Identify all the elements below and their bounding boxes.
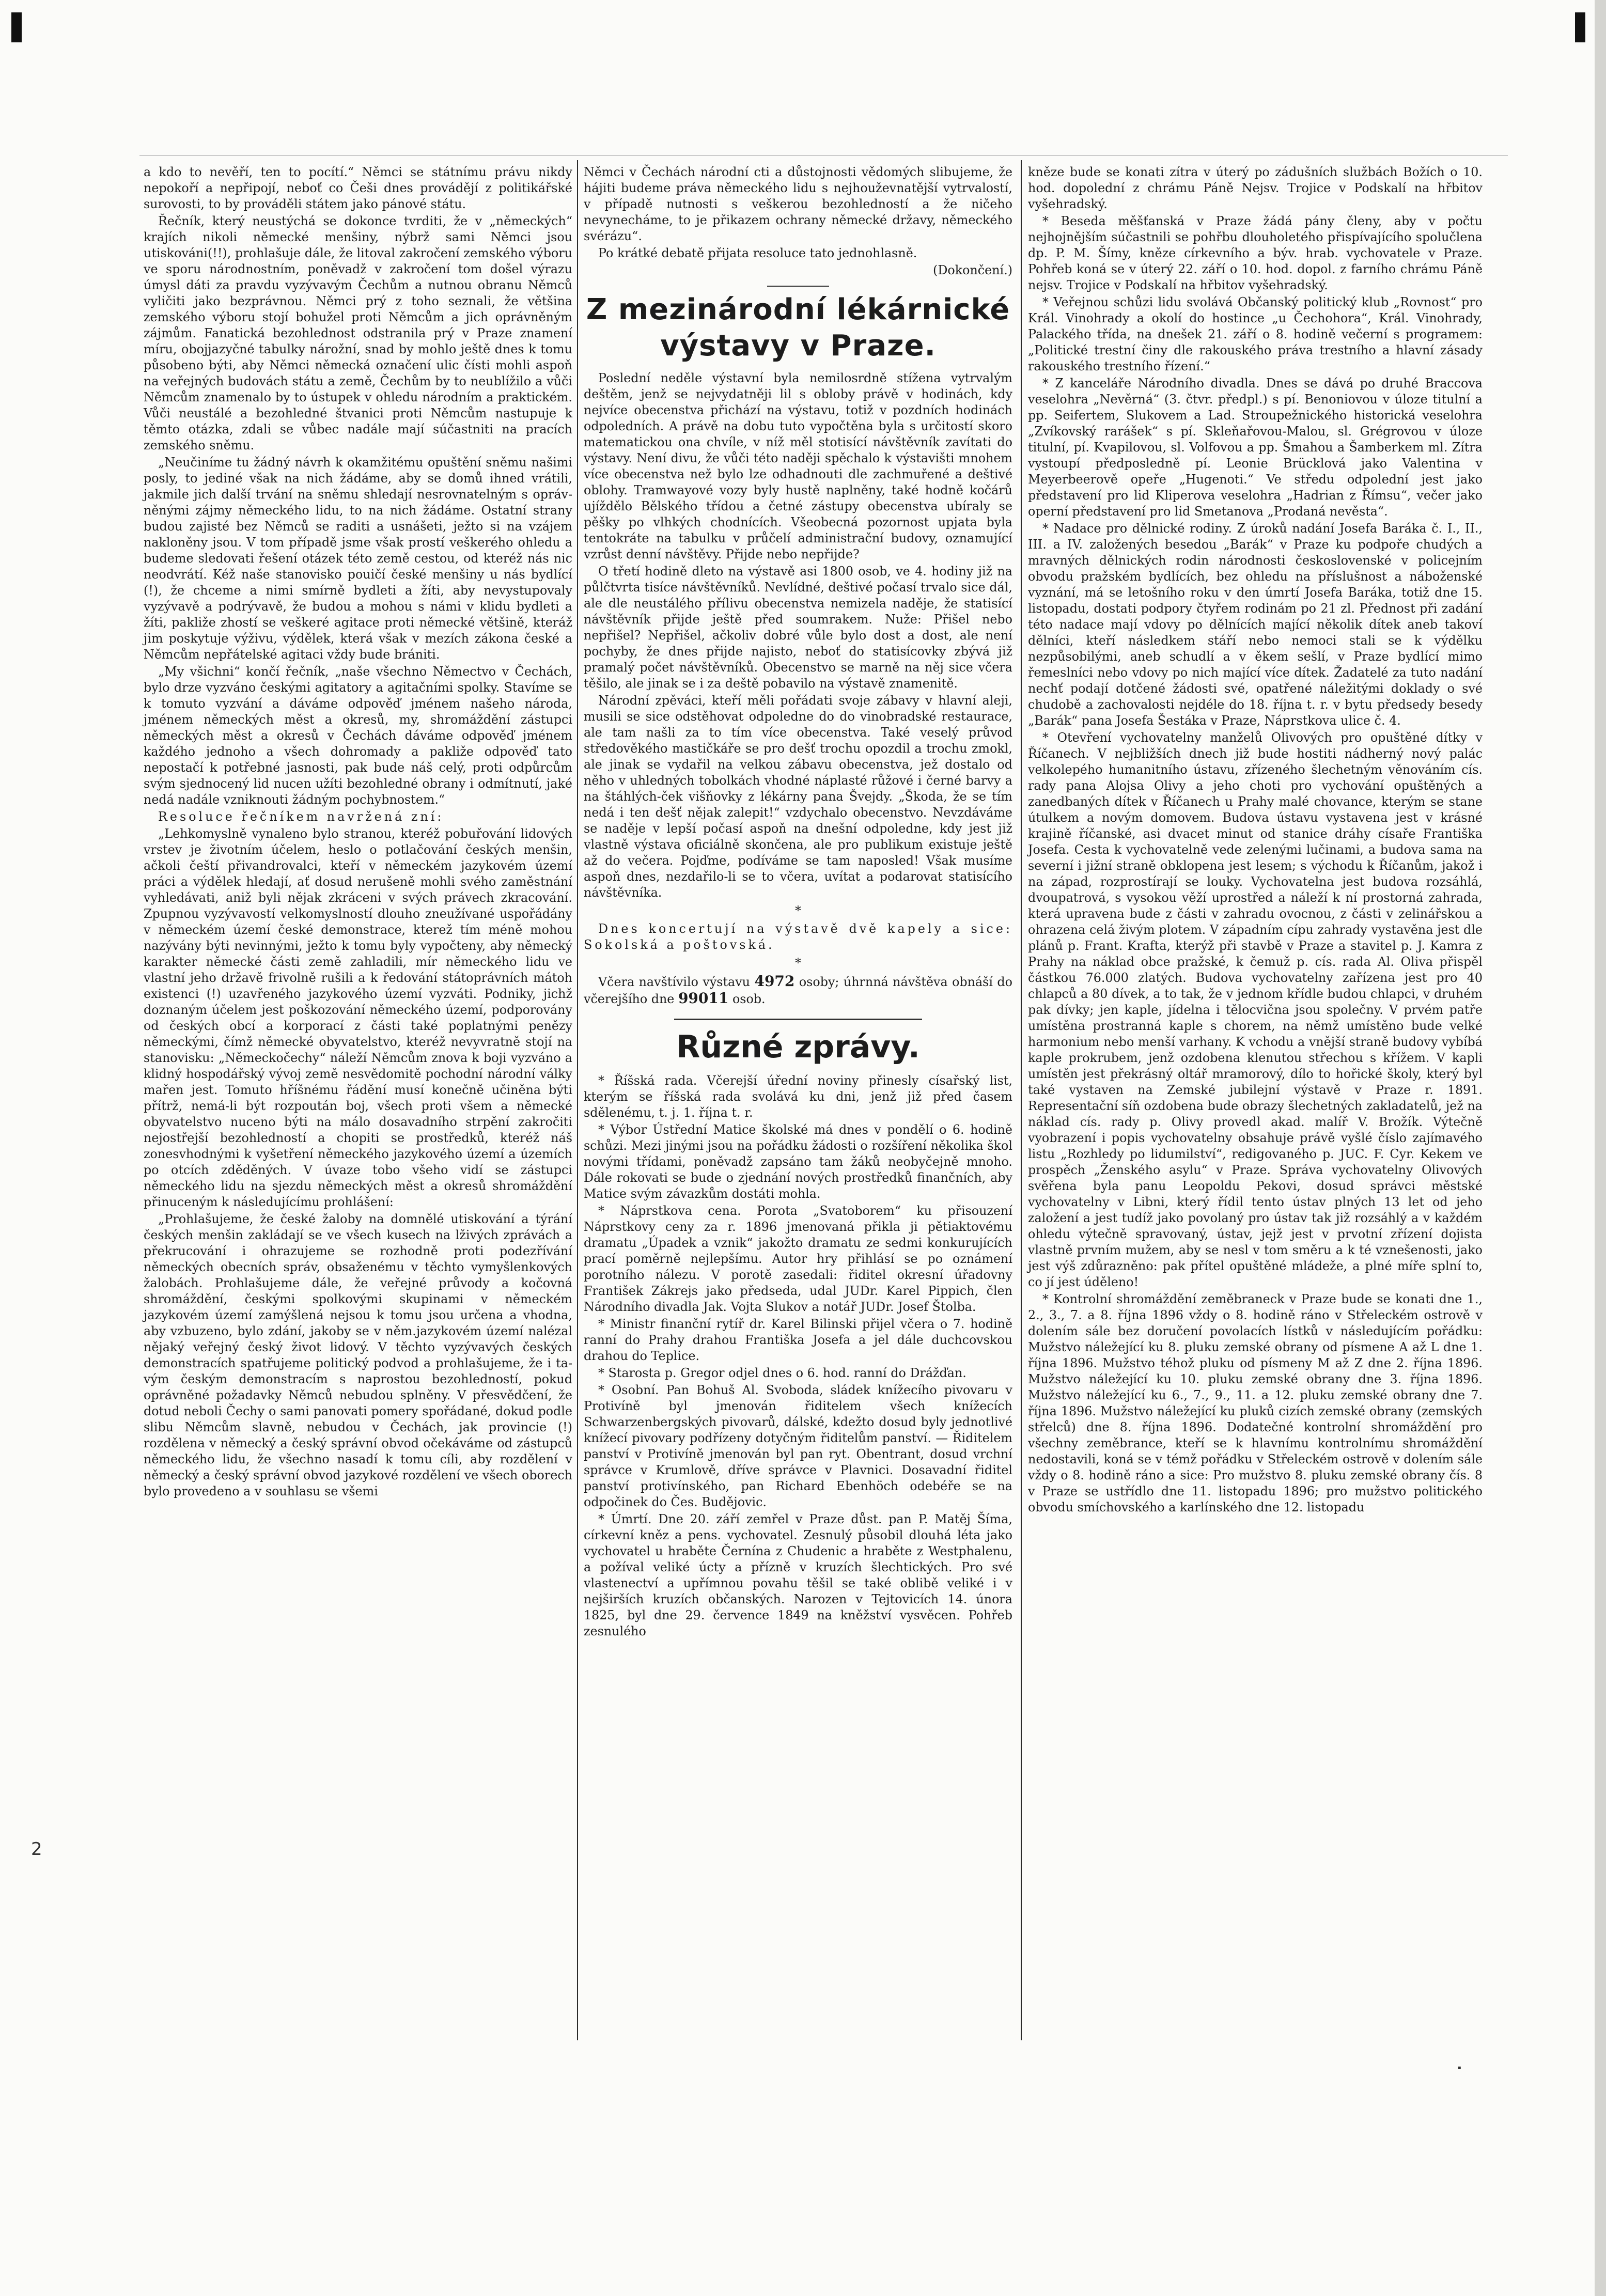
star-divider: * <box>795 903 801 918</box>
paragraph: O třetí hodině dleto na výstavě asi 1800 osob, ve 4. hodiny již na půlčtvrta tisíce návštěvníků. Nevlídné, deštivé počasí trvalo sice dál, ale dle neustálého přílivu obecenstva nemizela naděje, že statisící návštěvník přijde ještě před soumrakem. Nuže: Přišel nebo nepřišel? Nepřišel, ačkoliv dobré vůle bylo dost a dost, ale není pochyby, že dnes přijde najisto, neboť do statisícovky zbývá již pramalý počet návštěvníků. Obecenstvo se marně na něj sice včera těšilo, ale jinak se i za deště pobavilo na výstavě znamenitě. <box>584 564 1012 691</box>
news-item: * Beseda měšťanská v Praze žádá pány členy, aby v počtu nejhojnějším súčastnili se pohřbu dlouholetého přispívajícího spolučlena dp. P. M. Šímy, kněze církevního a býv. hrab. vychovatele v Praze. Pohřeb koná se v úterý 22. září o 10. hod. dopol. z farního chrámu Páně nejsv. Trojice v Podskalí na hřbitov vyšehradský. <box>1028 214 1483 292</box>
paragraph: Národní zpěváci, kteří měli pořádati svoje zábavy v hlavní aleji, musili se sice odstěhovat odpoledne do do vinobradské restaurace, ale tam našli za to tím více obecenstva. Také veselý průvod středověkého mastičkáře se pro dešť trochu opozdil a trochu zmokl, ale jinak se vydařil na velkou zábavu obecenstva, jež dostalo od něho v uhledných tobolkách vhodné náplasté růžové i černé barvy a na štáhlých-ček višňovky z lékárny pana Švejdy. „Škoda, že se tím nedá i ten dešť nějak zalepit!“ vzdychalo obecenstvo. Nevzdáváme se naděje v lepší počasí aspoň na dnešní odpoledne, kdy jest již vlastně výstava oficiálně skončena, ale pro publikum existuje ještě až do večera. Pojďme, podíváme se tam naposled! Však musíme aspoň dnes, nezdařilo-li se to včera, uvítat a podarovat statisícího návštěvníka. <box>584 693 1012 900</box>
paragraph: Němci v Čechách národní cti a důstojnosti vědomých slibujeme, že hájiti budeme práva německého lidu s nejhouževnatější vytrvalostí, v případě nutnosti s veškerou bezohledností a že ničeho nevynecháme, to je přikazem ochrany německé državy, německého svérázu“. <box>584 165 1012 243</box>
column-1 <box>144 164 572 1501</box>
visitor-count-paragraph <box>584 973 1012 1007</box>
text: osob. <box>732 992 766 1006</box>
paragraph: „Prohlašujeme, že české žaloby na domnělé utiskování a týrání českých menšin zakládají se ve všech kusech na lživých zprávách a překrucování i ohrazujeme se rozhodně proti podezřívání německých obecních správ, obsaženému v těchto vymyšlenkových žalobách. Prohlašujeme dále, že veřejné průvody a kočovná shromáždění, českými spolkovými skupinami v německém jazykovém území zamýšlená nejsou k tomu jsou určena a vhodna, aby vzbuzeno, bylo zdání, jakoby se v něm.jazykovém území nalézal nějaký veřejný český život lidový. V těchto vyzývavých českých demonstracích spatřujeme politický podvod a prohlašujeme, že i ta- vým českým demonstracím s naprostou bezohledností, pokud oprávněné požadavky Němců nebudou splněny. V přesvědčení, že dotud neboli Čechy o sami panovati pomery spořádané, dokud podle slibu Němcům slavně, nebudou v Čechách, jak provincie (!) rozdělena v německý a český správní obvod očekáváme od zástupců německého lidu, že všechno nasadí k tomu cíli, aby rozdělení v německý a český správní obvod jazykové rozdělení ve všech oborech bylo provedeno a v souhlasu se všemi <box>144 1212 572 1498</box>
corner-mark-left <box>11 12 22 42</box>
news-item: * Starosta p. Gregor odjel dnes o 6. hod. ranní do Drážďan. <box>598 1366 966 1380</box>
news-item: * Říšská rada. Včerejší úřední noviny přinesly císařský list, kterým se říšská rada svolává ku dni, jenž již před časem sdělenému, t. j. 1. října t. r. <box>584 1073 1012 1120</box>
paragraph: „Neučiníme tu žádný návrh k okamžitému opuštění sněmu našimi posly, to jediné však na nich žádáme, aby se domů ihned vrátili, jakmile jich další trvání na sněmu shledají nesrovnatelným s opráv-něnými zájmy německého lidu, to na nich žádáme. Ostatní strany budou zajisté bez Němců se raditi a usnášeti, ježto si na vzájem nakloněny jsou. V tom případě jsme však prostí veškerého ohledu a budeme sledovati řešení otázek této země cestou, od kteréž nás nic neodvrátí. Kéž naše stanovisko pouičí české menšiny u nás bydlící (!), že chceme a nimi smírně bydleti a žíti, aby nevystupovaly vyzývavě a podrývavě, že budou a mohou s námi v klidu bydleti a žíti, pakliže zhostí se veškeré agitace proti německé většině, kteráž jim poskytuje výživu, výdělek, která však v mezích zákona české a Němcům nepřátelské agitaci vždy bude brániti. <box>144 455 572 662</box>
paragraph: Řečník, který neustýchá se dokonce tvrditi, že v „německých“ krajích nikoli německé menšiny, nýbrž sami Němci jsou utiskováni(!!), prohlašuje dále, že litoval zakročení zemského výboru ve sporu národnostním, poněvadž v zakročení tom došel výrazu úmysl dáti za pravdu vyzývavým Čechům a nutnou obranu Němců vyličiti jako bezprávnou. Němci prý z toho seznali, že většina zemského výboru stojí bohužel proti Němcům a jich oprávněným zájmům. Fanatická bezohlednost odstranila prý v Praze znamení míru, obojjazyčné tabulky nárožní, snad by mohlo ještě dnes k tomu působeno býti, aby Němci německá označení ulic čísti mohli aspoň na veřejných budovách státu a země, Čechům by to neublížilo a vůči Němcům znamenalo by to ústupek v ohledu národním a praktickém. Vůči neustálé a bezohledné štvanici proti Němcům nastupuje k těmto otázka, zdali se vůbec nadále mají súčastniti na pracích zemského sněmu. <box>144 214 572 452</box>
visitor-count-yesterday: 4972 <box>754 973 795 990</box>
paragraph: Resoluce řečníkem navržená zní: <box>158 809 444 824</box>
paragraph: kněze bude se konati zítra v úterý po zádušních službách Božích o 10. hod. dopolední z chrámu Páně Nejsv. Trojice v Podskalí na hřbitov vyšehradský. <box>1028 165 1483 211</box>
paragraph: Po krátké debatě přijata resoluce tato jednohlasně. <box>598 246 917 260</box>
text: osoby; úhrnná návštěva obnáší do včerejšího dne <box>584 975 1012 1006</box>
article-heading: Z mezinárodní lékárnické výstavy v Praze. <box>586 293 1010 363</box>
news-item: * Úmrtí. Dne 20. září zemřel v Praze důst. pan P. Matěj Šíma, církevní kněz a pens. vychovatel. Zesnulý působil dlouhá léta jako vychovatel u hraběte Černína z Chudenic a hraběte z Westphalenu, a požíval veliké úcty a přízně v kruzích šlechtických. Pro své vlastenectví a upřímnou povahu těšil se také oblibě veliké i v nejširších kruzích občanských. Narozen v Tejtovicích 14. února 1825, byl dne 29. července 1849 na kněžství vysvěcen. Pohřeb zesnulého <box>584 1512 1012 1638</box>
news-item: * Otevření vychovatelny manželů Olivových pro opuštěné dítky v Říčanech. V nejbližších dnech již bude hostiti nádherný nový palác velkolepého humanitního ústavu, zřízeného šlechetným věnováním cís. rady pana Alojsa Olivy a jeho choti pro vychování opuštěných a zanedbaných dítek v Říčanech u Prahy malé chovance, kterým se stane útulkem a novým domovem. Budova ústavu vystavena jest v krásné krajině říčanské, asi dvacet minut od stanice dráhy císaře Františka Josefa. Cesta k vychovatelně vede zelenými lučinami, a budova sama na severní i jižní straně obklopena jest lesem; s východu k Říčanům, jakož i na západ, rozprostírají se louky. Vychovatelna jest budova rozsáhlá, dvoupatrová, s vysokou věží uprostřed a náleží k ní prostorná zahrada, která upravena bude z části v zahradu ovocnou, z části v zelinářskou a ohrazena celá živým plotem. V západním cípu zahrady vystavěna jest dle plánů p. Frant. Krafta, kterýž při stavbě v Praze a stavitel p. J. Kamra z Prahy na náklad obce pražské, k čemuž p. cís. rada Al. Oliva přispěl částkou 76.000 zlatých. Budova vychovatelny zařízena jest pro 40 chlapců a 80 dívek, a to tak, že v jednom křídle budou chlapci, v druhém pak dívky; jen kaple, jídelna i tělocvična jsou společny. V prvém patře umístěna prostranná kaple s chorem, na němž umístěno bude velké harmonium nebo menší varhany. K vchodu a vnější straně budovy vybíbá kaple prokrubem, jenž ozdobena klenutou střechou s křížem. V kapli umístěn jest překrásný oltář mramorový, dílo to hořické školy, který byl také vystaven na Zemské jubilejní výstavě v Praze r. 1891. Representační síň ozdobena bude obrazy šlechetných zakladatelů, jež na náklad cís. rady p. Olivy provedl akad. malíř V. Brožík. Výtečně vyobrazení i popis vychovatelny obsahuje právě vyšlé číslo zajímavého listu „Rozhledy po lidumilství“, redigovaného p. JUC. F. Cyr. Kekem ve prospěch „Ženského asylu“ v Praze. Správa vychovatelny Olivových svěřena byla panu Leopoldu Pekovi, dosud správci městské vychovatelny v Libni, který řídil tento ústav plných 13 let od jeho založení a jest tudíž jako povolaný pro ústav tak již rozsáhlý a v každém ohledu výtečně spravovaný, ústav, jejž jest v prvotní zřízení dojista vlastně prvním mužem, aby se nesl v tom směru a k té vznešenosti, jako jest výš zdůrazněno: pak přítel opuštěné mládeže, a plné míře splní to, co jí jest úděleno! <box>1028 730 1483 1289</box>
paragraph: „Lehkomyslně vynaleno bylo stranou, kteréž pobuřování lidových vrstev je životním účelem, heslo o potlačování českých menšin, ačkoli čeští přivandrovalci, kteří v německém jazykovém území práci a výdělek hledají, ať dosud nerušeně mohli svého zaměstnání vyhledávati, aniž byli nějak zkráceni v svých právech zkracování. Zpupnou vyzývavostí velkomyslností dlouho zneužívané uspořádány v německém území české demonstrace, kterež tím méně mohou nazývány býti nevinnými, ježto k tomu byly vypočteny, aby německý karakter německé části země zahladili, mír německého lidu ve vlastní jeho državě frivolně rušili a k ředování státoprávních mátoh existenci (!) uzavřeného jazykového území vyzváti. Podniky, jichž doznaným účelem jest poškozování německého území, podporovány od českých obcí a korporací z části také poplatnými penězy německými, čímž německé obyvatelstvo, kteréž nevyvratně stojí na stanovisku: „Německočechy“ náleží Němcům znova k boji vyzváno a klidný hospodářský vývoj země nesvědomitě pochodní národní války mařen jest. Tomuto hříšnému řádění musí konečně učiněna býti přítrž, nemá-li být rozpoután boj, všech proti všem a německé obyvatelstvo nuceno býti na málo dosavadního strpění zakročiti nejostřejší bezohledností a chopiti se prostředků, kteréž náš zonesvhodnými k vyšetření německého jazykového území a územích po otcích zděděných. V úvaze tobo všeho vidí se zástupci německého lidu na sjezdu německých měst a okresů shromáždění přinuceným k následujícímu prohlášení: <box>144 826 572 1209</box>
margin-mark-right: . <box>1457 2056 1462 2073</box>
news-item: * Z kanceláře Národního divadla. Dnes se dává po druhé Braccova veselohra „Nevěrná“ (3. čtvr. předpl.) s pí. Benoniovou v úloze titulní a pp. Seifertem, Slukovem a Lad. Stroupežnického historická veselohra „Zvíkovský rarášek“ s pí. Skleňařovou-Malou, sl. Grégrovou v úloze titulní, pí. Kvapilovou, sl. Volfovou a pp. Šmahou a Šamberkem ml. Zítra vystoupí předposledně pí. Leonie Brücklová jako Valentina v Meyerbeerově opeře „Hugenoti.“ Ve středu odpolední jest jako představení pro lid Kliperova veselohra „Hadrian z Římsu“, večer jako operní představení pro lid Smetanova „Prodaná nevěsta“. <box>1028 376 1483 519</box>
star-divider: * <box>795 956 801 970</box>
section-heading: Různé zprávy. <box>676 1029 920 1065</box>
divider <box>674 1019 922 1020</box>
news-item: * Výbor Ústřední Matice školské má dnes v pondělí o 6. hodině schůzi. Mezi jinými jsou na pořádku žádosti o rozšíření několika škol novými třídami, poněvadž zapsáno tam žáků neobyčejně mnoho. Dále rokovati se bude o zjednání nových prostředků finančních, aby Matice svým závazkům dostáti mohla. <box>584 1122 1012 1201</box>
news-item: * Osobní. Pan Bohuš Al. Svoboda, sládek knížecího pivovaru v Protivíně byl jmenován řiditelem všech knížecích Schwarzenbergských pivovarů, dálské, kdežto dosud byly jednotlivé knížecí pivovary podřízeny dotyčným řiditelům panství. — Řiditelem panství v Protivíně jmenován byl pan ryt. Obentrant, dosud vrchní správce v Krumlově, dříve správce v Plavnici. Dosavadní řiditel panství protivínského, pan Richard Ebenhöch odebéře se na odpočinek do Čes. Budějovic. <box>584 1383 1012 1509</box>
paragraph: Dnes koncertují na výstavě dvě kapely a sice: Sokolská a poštovská. <box>584 921 1012 952</box>
news-item: * Veřejnou schůzi lidu svolává Občanský politický klub „Rovnost“ pro Král. Vinohrady a okolí do hostince „u Čechohora“, Král. Vinohrady, Palackého třída, na dnešek 21. září o 8. hodině večerní s programem: „Politické trestní činy dle rakouského práva trestního a hlavní zásady rakouského trestního řízení.“ <box>1028 295 1483 373</box>
paragraph: Poslední neděle výstavní byla nemilosrdně stížena vytrvalým deštěm, jenž se nejvydatněji lil s obloby právě v hodinách, kdy nejvíce obecenstva přichází na výstavu, totiž v pozdních hodinách odpoledních. A právě na dobu tuto vypočtěna byla s určitostí skoro matematickou ona chvíle, v níž měl stotisící návštěvník zavítati do výstavy. Není divu, že vůči této naději spěchalo k výstavišti mnohem více obecenstva než bylo lze odhadnouti dle zachmuřené a deštivé oblohy. Tramwayové vozy byly hustě naplněny, také hodně kočárů ujíždělo Bělského třídou a četné zástupy obecenstva ubíraly se pěšky po vlhkých chodnících. Všeobecná pozornost upjata byla tentokráte na tabulku v průčelí administrační budovy, oznamující vzrůst denní návštěvy. Přijde nebo nepřijde? <box>584 371 1012 561</box>
corner-mark-right <box>1575 12 1585 42</box>
text: Včera navštívilo výstavu <box>598 975 751 989</box>
paragraph: „My všichni“ končí řečník, „naše všechno Němectvo v Čechách, bylo drze vyzváno českými agitatory a agitačními spolky. Stavíme se k tomuto vyzvání a dáváme odpověď jménem našeho národa, jménem německých měst a okresů, my, shromáždění zástupci německých měst a okresů v Čechách dáváme odpověď jménem každého jednoho a všech dohromady a pakliže odpověď tato nepostačí k potřebné jasnosti, pak bude náš celý, proti odpůrcům svým sjednocený lid nucen užíti bezohledné obrany i odmítnutí, jaké nedá nadále vzniknouti žádným pochybnostem.“ <box>144 664 572 807</box>
column-divider-1 <box>577 160 578 2040</box>
continuation-note: (Dokončení.) <box>933 263 1012 277</box>
divider <box>767 286 829 287</box>
column-2 <box>584 164 1012 1641</box>
paragraph: a kdo to nevěří, ten to pocítí.“ Němci se státnímu právu nikdy nepokoří a nepřipojí, neboť co Češi dnes provádějí z politikářské surovosti, to by prováděli státem jako pánové státu. <box>144 165 572 211</box>
news-item: * Ministr finanční rytíř dr. Karel Bilinski přijel včera o 7. hodině ranní do Prahy drahou Františka Josefa a jel dále duchcovskou drahou do Teplice. <box>584 1317 1012 1363</box>
margin-mark-left: 2 <box>31 1839 42 1860</box>
page-edge <box>1595 0 1606 2296</box>
column-3 <box>1028 164 1483 1517</box>
column-divider-2 <box>1021 160 1022 2040</box>
top-rule <box>139 155 1508 156</box>
news-item: * Nadace pro dělnické rodiny. Z úroků nadání Josefa Baráka č. I., II., III. a IV. založených besedou „Barák“ v Praze ku podpoře chudých a mravných dělnických rodin národnosti československé v policejním obvodu pražském bydlících, bez ohledu na příslušnost a náboženské vyznání, má se letošního roku v den úmrtí Josefa Baráka, totiž dne 15. listopadu, dostati podpory čtyřem rodinám po 21 zl. Přednost při zadání této nadace mají vdovy po dělnících mající několik dítek aneb takoví dělníci, kteří následkem stáří nebo nemoci stali se k výdělku nezpůsobilými, aneb schudlí a v ěkem sešlí, v Praze bydlící mimo řemeslníci nebo vdovy po nich mající více dítek. Žadatelé za tuto nadání nechť podají dotčené žádosti své, opatřené náležitými doklady o své chudobě a zachovalosti nejdéle do 18. října t. r. v bytu předsedy besedy „Barák“ pana Josefa Šestáka v Praze, Náprstkova ulice č. 4. <box>1028 521 1483 728</box>
visitor-count-total: 99011 <box>678 990 729 1007</box>
news-item: * Kontrolní shromáždění zeměbraneck v Praze bude se konati dne 1., 2., 3., 7. a 8. října 1896 vždy o 8. hodině ráno v Střeleckém ostrově v dolením sále bez doručení povolacích lístků v následujícím pořádku: Mužstvo náležející ku 8. pluku zemské obrany od písmene A až L dne 1. října 1896. Mužstvo téhož pluku od písmeny M až Z dne 2. října 1896. Mužstvo náležející ku 10. pluku zemské obrany dne 3. října 1896. Mužstvo náležející ku 6., 7., 9., 11. a 12. pluku zemské obrany dne 7. října 1896. Mužstvo náležející ku pluků cizích zemské obrany (zemských střelců) dne 8. října 1896. Dodatečné kontrolní shromáždění pro všechny zeměbrance, kteří se k hlavnímu kontrolnímu shromáždění nedostavili, koná se v témž pořádku v Střeleckém ostrově v dolením sále vždy o 8. hodině ráno a sice: Pro mužstvo 8. pluku zemské obrany čís. 8 v Praze se ustřídlo dne 11. listopadu 1896; pro mužstvo politického obvodu smíchovského a karlínského dne 12. listopadu <box>1028 1292 1483 1514</box>
news-item: * Náprstkova cena. Porota „Svatoborem“ ku přisouzení Náprstkovy ceny za r. 1896 jmenovaná přikla ji pětiaktovému dramatu „Úpadek a vznik“ jakožto dramatu ze sedmi konkurujících prací poměrně nejlepšímu. Autor hry přihlásí se po oznámení porotního nálezu. V porotě zasedali: řiditel okresní úřadovny František Zákrejs jako předseda, udal JUDr. Karel Pippich, člen Národního divadla Jak. Vojta Slukov a notář JUDr. Josef Štolba. <box>584 1204 1012 1314</box>
